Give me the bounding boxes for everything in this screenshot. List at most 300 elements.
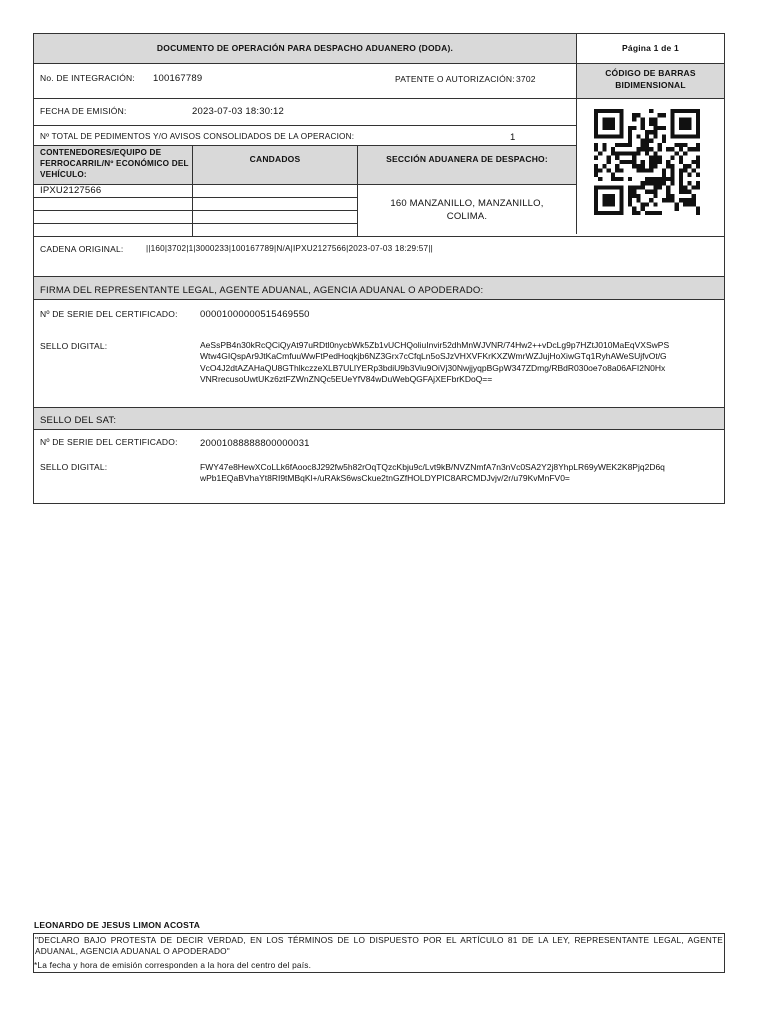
qr-module: [670, 113, 674, 117]
container-number: IPXU2127566: [40, 185, 102, 196]
qr-module: [594, 198, 598, 202]
qr-module: [636, 198, 640, 202]
qr-module: [670, 168, 674, 172]
qr-module: [679, 126, 683, 130]
qr-module: [602, 194, 606, 198]
qr-module: [696, 160, 700, 164]
qr-module: [636, 151, 640, 155]
legal-rep-seal-label: SELLO DIGITAL:: [40, 341, 108, 351]
qr-module: [675, 151, 679, 155]
qr-module: [653, 181, 657, 185]
qr-module: [611, 134, 615, 138]
qr-module: [662, 139, 666, 143]
qr-module: [670, 198, 674, 202]
qr-module: [632, 164, 636, 168]
qr-module: [594, 190, 598, 194]
qr-module: [628, 160, 632, 164]
qr-module: [649, 156, 653, 160]
original-chain-label: CADENA ORIGINAL:: [40, 244, 124, 254]
qr-module: [687, 109, 691, 113]
qr-module: [641, 202, 645, 206]
qr-module: [662, 198, 666, 202]
integration-label: No. DE INTEGRACIÓN:: [40, 73, 135, 83]
qr-module: [653, 130, 657, 134]
qr-module: [696, 211, 700, 215]
qr-module: [607, 168, 611, 172]
qr-module: [683, 109, 687, 113]
qr-module: [598, 151, 602, 155]
qr-module: [602, 122, 606, 126]
qr-module: [619, 160, 623, 164]
qr-module: [611, 173, 615, 177]
sat-serial-value: 20001088888800000031: [200, 438, 310, 449]
qr-module: [696, 134, 700, 138]
qr-module: [611, 211, 615, 215]
divider: [34, 223, 358, 224]
qr-module: [615, 151, 619, 155]
qr-module: [666, 194, 670, 198]
qr-module: [679, 160, 683, 164]
qr-module: [632, 113, 636, 117]
qr-module: [641, 207, 645, 211]
qr-module: [662, 177, 666, 181]
qr-module: [692, 134, 696, 138]
qr-module: [619, 198, 623, 202]
qr-module: [696, 126, 700, 130]
qr-module: [602, 211, 606, 215]
qr-module: [687, 190, 691, 194]
qr-module: [641, 117, 645, 121]
qr-module: [628, 143, 632, 147]
qr-module: [645, 151, 649, 155]
qr-module: [683, 185, 687, 189]
qr-module: [641, 181, 645, 185]
qr-module: [628, 177, 632, 181]
qr-module: [679, 198, 683, 202]
qr-module: [594, 173, 598, 177]
emission-date-label: FECHA DE EMISIÓN:: [40, 106, 127, 116]
qr-module: [683, 168, 687, 172]
qr-module: [641, 122, 645, 126]
qr-module: [692, 109, 696, 113]
qr-module: [679, 117, 683, 121]
qr-module: [653, 164, 657, 168]
qr-module: [636, 211, 640, 215]
qr-module: [653, 177, 657, 181]
sat-header-cell: [34, 408, 724, 429]
document-title: DOCUMENTO DE OPERACIÓN PARA DESPACHO ADUANERO (DODA).: [156, 43, 454, 53]
qr-module: [619, 122, 623, 126]
qr-module: [662, 113, 666, 117]
qr-module: [619, 190, 623, 194]
containers-header: CONTENEDORES/EQUIPO DE FERROCARRIL/Nº ECONÓMICO DEL VEHÍCULO:: [40, 148, 189, 179]
sat-title: SELLO DEL SAT:: [40, 415, 117, 426]
qr-module: [670, 117, 674, 121]
qr-module: [624, 143, 628, 147]
qr-module: [598, 185, 602, 189]
qr-module: [683, 190, 687, 194]
qr-module: [666, 147, 670, 151]
qr-module: [653, 151, 657, 155]
qr-module: [628, 151, 632, 155]
qr-module: [645, 177, 649, 181]
qr-module: [666, 198, 670, 202]
qr-module: [594, 207, 598, 211]
qr-module: [611, 177, 615, 181]
qr-module: [679, 134, 683, 138]
qr-module: [649, 160, 653, 164]
qr-module: [645, 211, 649, 215]
qr-module: [641, 185, 645, 189]
qr-module: [632, 194, 636, 198]
qr-module: [619, 109, 623, 113]
qr-module: [692, 194, 696, 198]
qr-module: [611, 198, 615, 202]
qr-module: [607, 156, 611, 160]
legal-rep-seal-value: AeSsPB4n30kRcQCiQyAt97uRDtl0nycbWk5Zb1vUCHQoliuInvir52dhMnWJVNR/74Hw2++vDcLg9p7HZtJ010MaEqVXSwPSWtw4GIQspAr9JtKaCmfuuWwFtPedHoqkjb6NZ3Grx7cCfqLn5oSJzVHXVFKrKXZWmrWZJujHoXiwGTq1RyhAWeSUjfvOt/GVcO4J2dtAZAHaQU8GThlkczzeXLB7ULlYERp3bdiU9b3Viu9OiVj30NwjjyqpBGpW347ZDmg/RBdR030oe7o8a06AFI2N0HxVNRrecusoUwtUKz6ztFZWnZNQc5EUeYfV84wDuWebQGFAjXEFbrKDoQ==: [200, 340, 670, 385]
qr-module: [653, 156, 657, 160]
qr-module: [602, 117, 606, 121]
qr-module: [670, 134, 674, 138]
qr-module: [619, 113, 623, 117]
qr-module: [594, 147, 598, 151]
qr-module: [594, 168, 598, 172]
qr-module: [683, 117, 687, 121]
qr-module: [670, 126, 674, 130]
qr-module: [645, 202, 649, 206]
qr-module: [687, 202, 691, 206]
qr-module: [615, 211, 619, 215]
customs-section-value: 160 MANZANILLO, MANZANILLO, COLIMA.: [390, 198, 544, 222]
qr-module: [619, 185, 623, 189]
qr-module: [645, 181, 649, 185]
qr-module: [696, 181, 700, 185]
qr-module: [602, 202, 606, 206]
qr-module: [594, 164, 598, 168]
qr-module: [594, 126, 598, 130]
qr-module: [649, 198, 653, 202]
qr-module: [615, 164, 619, 168]
qr-module: [670, 164, 674, 168]
qr-module: [619, 202, 623, 206]
qr-module: [598, 134, 602, 138]
qr-module: [670, 194, 674, 198]
qr-module: [607, 122, 611, 126]
qr-module: [653, 185, 657, 189]
qr-module: [607, 134, 611, 138]
qr-module: [619, 126, 623, 130]
qr-module: [696, 130, 700, 134]
qr-module: [615, 168, 619, 172]
qr-module: [666, 190, 670, 194]
qr-module: [692, 160, 696, 164]
qr-module: [687, 181, 691, 185]
divider: [34, 98, 724, 99]
qr-module: [607, 109, 611, 113]
qr-module: [619, 168, 623, 172]
qr-module: [594, 194, 598, 198]
qr-module: [696, 113, 700, 117]
total-declarations-value: 1: [510, 132, 516, 143]
qr-module: [611, 126, 615, 130]
signer-name: LEONARDO DE JESUS LIMON ACOSTA: [34, 920, 201, 930]
qr-module: [658, 143, 662, 147]
qr-code: [594, 106, 700, 218]
qr-module: [696, 109, 700, 113]
qr-module: [602, 164, 606, 168]
qr-module: [594, 117, 598, 121]
qr-module: [675, 134, 679, 138]
qr-module: [611, 117, 615, 121]
qr-module: [683, 122, 687, 126]
qr-module: [628, 202, 632, 206]
qr-module: [679, 185, 683, 189]
qr-module: [687, 122, 691, 126]
qr-module: [632, 151, 636, 155]
qr-module: [658, 160, 662, 164]
qr-module: [653, 122, 657, 126]
qr-module: [679, 109, 683, 113]
divider: [34, 197, 358, 198]
qr-module: [628, 198, 632, 202]
qr-module: [624, 151, 628, 155]
qr-module: [683, 134, 687, 138]
qr-module: [692, 185, 696, 189]
qr-module: [675, 202, 679, 206]
divider: [34, 236, 724, 237]
qr-module: [602, 109, 606, 113]
qr-module: [632, 117, 636, 121]
qr-module: [619, 151, 623, 155]
qr-module: [645, 147, 649, 151]
qr-module: [692, 202, 696, 206]
qr-module: [670, 147, 674, 151]
qr-module: [675, 143, 679, 147]
barcode-label: CÓDIGO DE BARRAS BIDIMENSIONAL: [605, 68, 696, 90]
qr-module: [662, 126, 666, 130]
qr-module: [683, 126, 687, 130]
qr-module: [594, 109, 598, 113]
qr-module: [653, 117, 657, 121]
qr-module: [679, 156, 683, 160]
doda-form: [33, 33, 725, 504]
qr-module: [662, 168, 666, 172]
qr-module: [645, 139, 649, 143]
qr-module: [653, 211, 657, 215]
qr-module: [649, 164, 653, 168]
qr-module: [632, 156, 636, 160]
qr-module: [641, 147, 645, 151]
qr-module: [679, 168, 683, 172]
qr-module: [687, 164, 691, 168]
qr-module: [696, 164, 700, 168]
qr-module: [649, 122, 653, 126]
qr-module: [611, 194, 615, 198]
qr-module: [645, 130, 649, 134]
qr-module: [641, 164, 645, 168]
qr-module: [628, 194, 632, 198]
emission-date-value: 2023-07-03 18:30:12: [192, 106, 285, 117]
sat-seal-value: FWY47e8HewXCoLLk6fAooc8J292fw5h82rOqTQzcKbju9c/Lvt9kB/NVZNmfA7n3nVc0SA2Y2j8YhpLR69yWEK2K8Pjq2D6qwPb1EQaBVhaYt8RI9tMBqKl+/uRAkS6wsCkue2tnGZfHOLDYPIC8ARCMDJvjv/2r/u79KvMnFV0=: [200, 462, 665, 484]
qr-module: [649, 181, 653, 185]
qr-module: [636, 194, 640, 198]
emission-time-note: *La fecha y hora de emisión corresponden a la hora del centro del país.: [34, 960, 312, 970]
qr-module: [594, 130, 598, 134]
qr-module: [683, 198, 687, 202]
qr-module: [696, 143, 700, 147]
qr-module: [619, 194, 623, 198]
integration-number: 100167789: [153, 73, 203, 84]
qr-module: [649, 190, 653, 194]
qr-module: [636, 134, 640, 138]
qr-module: [607, 202, 611, 206]
qr-module: [615, 156, 619, 160]
qr-module: [628, 126, 632, 130]
qr-module: [602, 198, 606, 202]
qr-module: [696, 122, 700, 126]
qr-module: [658, 185, 662, 189]
qr-module: [683, 164, 687, 168]
qr-module: [607, 126, 611, 130]
qr-module: [624, 160, 628, 164]
qr-module: [594, 202, 598, 206]
qr-module: [611, 109, 615, 113]
qr-module: [692, 168, 696, 172]
qr-module: [675, 207, 679, 211]
qr-module: [615, 134, 619, 138]
qr-module: [598, 109, 602, 113]
sat-serial-label: Nº DE SERIE DEL CERTIFICADO:: [40, 437, 178, 447]
qr-module: [696, 147, 700, 151]
qr-module: [679, 173, 683, 177]
qr-module: [611, 185, 615, 189]
qr-module: [662, 181, 666, 185]
qr-module: [607, 198, 611, 202]
divider: [34, 210, 358, 211]
qr-module: [645, 143, 649, 147]
qr-module: [636, 185, 640, 189]
qr-module: [653, 134, 657, 138]
qr-module: [641, 168, 645, 172]
qr-module: [658, 177, 662, 181]
qr-module: [594, 211, 598, 215]
qr-module: [666, 160, 670, 164]
qr-module: [607, 160, 611, 164]
qr-module: [632, 126, 636, 130]
qr-module: [615, 177, 619, 181]
qr-module: [598, 177, 602, 181]
qr-module: [619, 130, 623, 134]
qr-module: [632, 185, 636, 189]
declaration-text: "DECLARO BAJO PROTESTA DE DECIR VERDAD, EN LOS TÉRMINOS DE LO DISPUESTO POR EL ARTÍCULO 81 DE LA LEY, REPRESENTANTE LEGAL, AGENTE ADUANAL, AGENCIA ADUANAL O APODERADO": [35, 935, 723, 956]
qr-module: [619, 207, 623, 211]
qr-module: [598, 168, 602, 172]
qr-module: [653, 202, 657, 206]
qr-module: [670, 122, 674, 126]
legal-rep-serial-label: Nº DE SERIE DEL CERTIFICADO:: [40, 309, 178, 319]
qr-module: [602, 147, 606, 151]
qr-module: [628, 134, 632, 138]
qr-module: [641, 160, 645, 164]
page-indicator: Página 1 de 1: [622, 43, 679, 53]
qr-module: [683, 151, 687, 155]
qr-module: [594, 143, 598, 147]
qr-module: [645, 168, 649, 172]
padlocks-header: CANDADOS: [249, 154, 301, 164]
qr-module: [649, 130, 653, 134]
qr-module: [641, 126, 645, 130]
qr-module: [687, 173, 691, 177]
qr-module: [619, 177, 623, 181]
qr-module: [679, 122, 683, 126]
qr-module: [645, 134, 649, 138]
qr-module: [662, 173, 666, 177]
qr-module: [683, 143, 687, 147]
customs-section-header: SECCIÓN ADUANERA DE DESPACHO:: [386, 154, 548, 164]
original-chain-value: ||160|3702|1|3000233|100167789|N/A|IPXU2127566|2023-07-03 18:29:57||: [146, 244, 433, 253]
qr-module: [679, 147, 683, 151]
qr-module: [670, 156, 674, 160]
qr-module: [619, 211, 623, 215]
qr-module: [636, 168, 640, 172]
qr-module: [679, 181, 683, 185]
qr-module: [641, 143, 645, 147]
qr-module: [666, 164, 670, 168]
patent-number: 3702: [516, 74, 536, 84]
qr-module: [628, 139, 632, 143]
qr-module: [594, 185, 598, 189]
qr-module: [687, 134, 691, 138]
qr-module: [670, 181, 674, 185]
sat-seal-label: SELLO DIGITAL:: [40, 462, 108, 472]
qr-module: [649, 211, 653, 215]
legal-rep-title: FIRMA DEL REPRESENTANTE LEGAL, AGENTE ADUANAL, AGENCIA ADUANAL O APODERADO:: [40, 285, 484, 296]
qr-module: [696, 117, 700, 121]
qr-module: [602, 185, 606, 189]
qr-module: [679, 143, 683, 147]
qr-module: [607, 117, 611, 121]
qr-module: [641, 139, 645, 143]
qr-module: [607, 194, 611, 198]
qr-module: [632, 190, 636, 194]
divider: [34, 125, 576, 126]
qr-module: [594, 122, 598, 126]
qr-module: [696, 185, 700, 189]
divider: [34, 299, 724, 300]
qr-module: [670, 173, 674, 177]
divider: [34, 184, 576, 185]
qr-module: [670, 130, 674, 134]
qr-module: [615, 143, 619, 147]
qr-module: [619, 134, 623, 138]
qr-module: [653, 160, 657, 164]
qr-module: [611, 147, 615, 151]
qr-module: [649, 139, 653, 143]
qr-module: [696, 156, 700, 160]
qr-module: [670, 109, 674, 113]
qr-module: [649, 117, 653, 121]
qr-module: [632, 207, 636, 211]
qr-module: [611, 122, 615, 126]
qr-module: [594, 113, 598, 117]
qr-module: [687, 126, 691, 130]
qr-module: [611, 202, 615, 206]
qr-module: [696, 173, 700, 177]
qr-module: [615, 109, 619, 113]
qr-module: [662, 134, 666, 138]
qr-module: [666, 177, 670, 181]
qr-module: [649, 147, 653, 151]
